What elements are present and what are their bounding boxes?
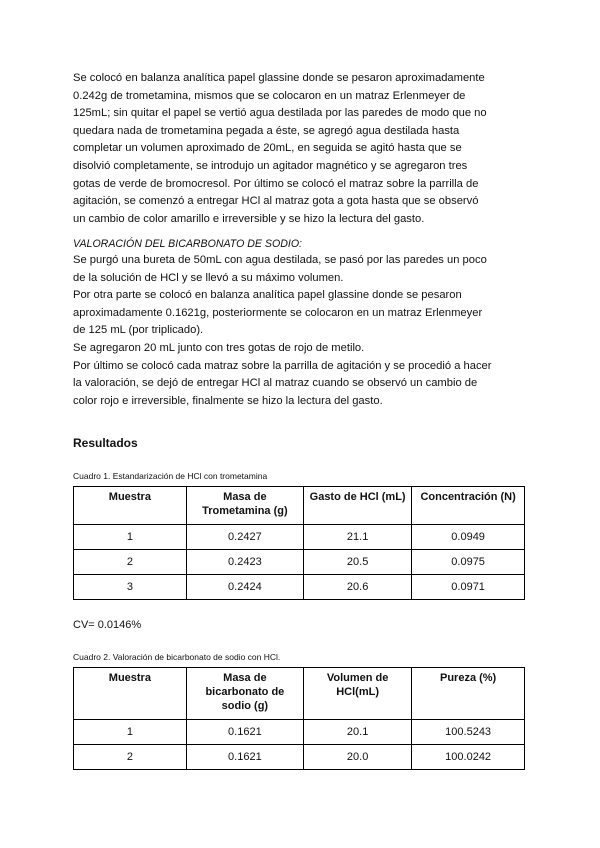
intro-line: quedara nada de trometamina pegada a éste, se agregó agua destilada hasta bbox=[73, 124, 460, 137]
table-row bbox=[74, 550, 525, 575]
intro-paragraph bbox=[73, 70, 529, 228]
results-title: Resultados bbox=[73, 436, 138, 450]
table-cell: 0.0971 bbox=[412, 575, 525, 600]
table-row bbox=[74, 720, 525, 745]
table1-header: Masa de Trometamina (g) bbox=[186, 487, 303, 525]
table-cell: 20.6 bbox=[304, 575, 412, 600]
table-cell: 1 bbox=[74, 720, 187, 745]
section2-paragraph bbox=[73, 252, 529, 410]
section2-line: Se agregaron 20 mL junto con tres gotas de rojo de metilo. bbox=[73, 341, 365, 354]
section-heading-bicarbonato: VALORACIÓN DEL BICARBONATO DE SODIO: bbox=[73, 238, 303, 250]
table-row bbox=[74, 575, 525, 600]
intro-line: un cambio de color amarillo e irreversible y se hizo la lectura del gasto. bbox=[73, 212, 425, 225]
table1 bbox=[73, 486, 525, 600]
intro-line: 0.242g de trometamina, mismos que se colocaron en un matraz Erlenmeyer de bbox=[73, 89, 466, 102]
table-cell: 20.1 bbox=[304, 720, 412, 745]
table-cell: 0.2423 bbox=[186, 550, 303, 575]
table-cell: 0.2424 bbox=[186, 575, 303, 600]
table1-header-row bbox=[74, 487, 525, 525]
section2-line: Se purgó una bureta de 50mL con agua destilada, se pasó por las paredes un poco bbox=[73, 254, 487, 266]
section2-line: Por último se colocó cada matraz sobre la parrilla de agitación y se procedió a hacer bbox=[73, 359, 492, 372]
table2-caption: Cuadro 2. Valoración de bicarbonato de sodio con HCl. bbox=[73, 652, 281, 662]
table-cell: 0.0949 bbox=[412, 525, 525, 550]
table1-caption: Cuadro 1. Estandarización de HCl con trometamina bbox=[73, 471, 268, 481]
table-cell: 100.0242 bbox=[412, 745, 525, 770]
intro-line: Se colocó en balanza analítica papel glassine donde se pesaron aproximadamente bbox=[73, 72, 485, 84]
table1-header: Concentración (N) bbox=[412, 487, 525, 525]
section2-line: Por otra parte se colocó en balanza analítica papel glassine donde se pesaron bbox=[73, 289, 462, 302]
intro-line: disolvió completamente, se introdujo un agitador magnético y se agregaron tres bbox=[73, 159, 468, 172]
table-cell: 100.5243 bbox=[412, 720, 525, 745]
table-cell: 0.1621 bbox=[186, 745, 303, 770]
table-cell: 0.1621 bbox=[186, 720, 303, 745]
section2-line: aproximadamente 0.1621g, posteriormente se colocaron en un matraz Erlenmeyer bbox=[73, 306, 483, 319]
intro-line: gotas de verde de bromocresol. Por último se colocó el matraz sobre la parrilla de bbox=[73, 177, 479, 190]
table-cell: 0.2427 bbox=[186, 525, 303, 550]
intro-line: 125mL; sin quitar el papel se vertió agua destilada por las paredes de modo que no bbox=[73, 107, 487, 120]
section2-line: color rojo e irreversible, finalmente se hizo la lectura del gasto. bbox=[73, 394, 383, 407]
table2-header: Masa de bicarbonato de sodio (g) bbox=[186, 668, 303, 720]
table-cell: 20.5 bbox=[304, 550, 412, 575]
table-cell: 2 bbox=[74, 745, 187, 770]
section2-line: de 125 mL (por triplicado). bbox=[73, 324, 204, 337]
section2-line: la valoración, se dejó de entregar HCl al matraz cuando se observó un cambio de bbox=[73, 377, 478, 390]
table2-header: Muestra bbox=[74, 668, 187, 720]
table-cell: 21.1 bbox=[304, 525, 412, 550]
table-cell: 1 bbox=[74, 525, 187, 550]
table2-header: Pureza (%) bbox=[412, 668, 525, 720]
intro-line: agitación, se comenzó a entregar HCl al matraz gota a gota hasta que se observó bbox=[73, 195, 479, 208]
table-row bbox=[74, 745, 525, 770]
table-cell: 2 bbox=[74, 550, 187, 575]
table-row bbox=[74, 525, 525, 550]
cv-value: CV= 0.0146% bbox=[73, 619, 142, 631]
table1-header: Muestra bbox=[74, 487, 187, 525]
intro-line: completar un volumen aproximado de 20mL, en seguida se agitó hasta que se bbox=[73, 142, 462, 155]
table-cell: 3 bbox=[74, 575, 187, 600]
table-cell: 20.0 bbox=[304, 745, 412, 770]
section2-line: de la solución de HCl y se llevó a su máximo volumen. bbox=[73, 271, 344, 284]
table2-header-row bbox=[74, 668, 525, 720]
table-cell: 0.0975 bbox=[412, 550, 525, 575]
table2-header: Volumen de HCl(mL) bbox=[304, 668, 412, 720]
table2 bbox=[73, 667, 525, 770]
table1-header: Gasto de HCl (mL) bbox=[304, 487, 412, 525]
